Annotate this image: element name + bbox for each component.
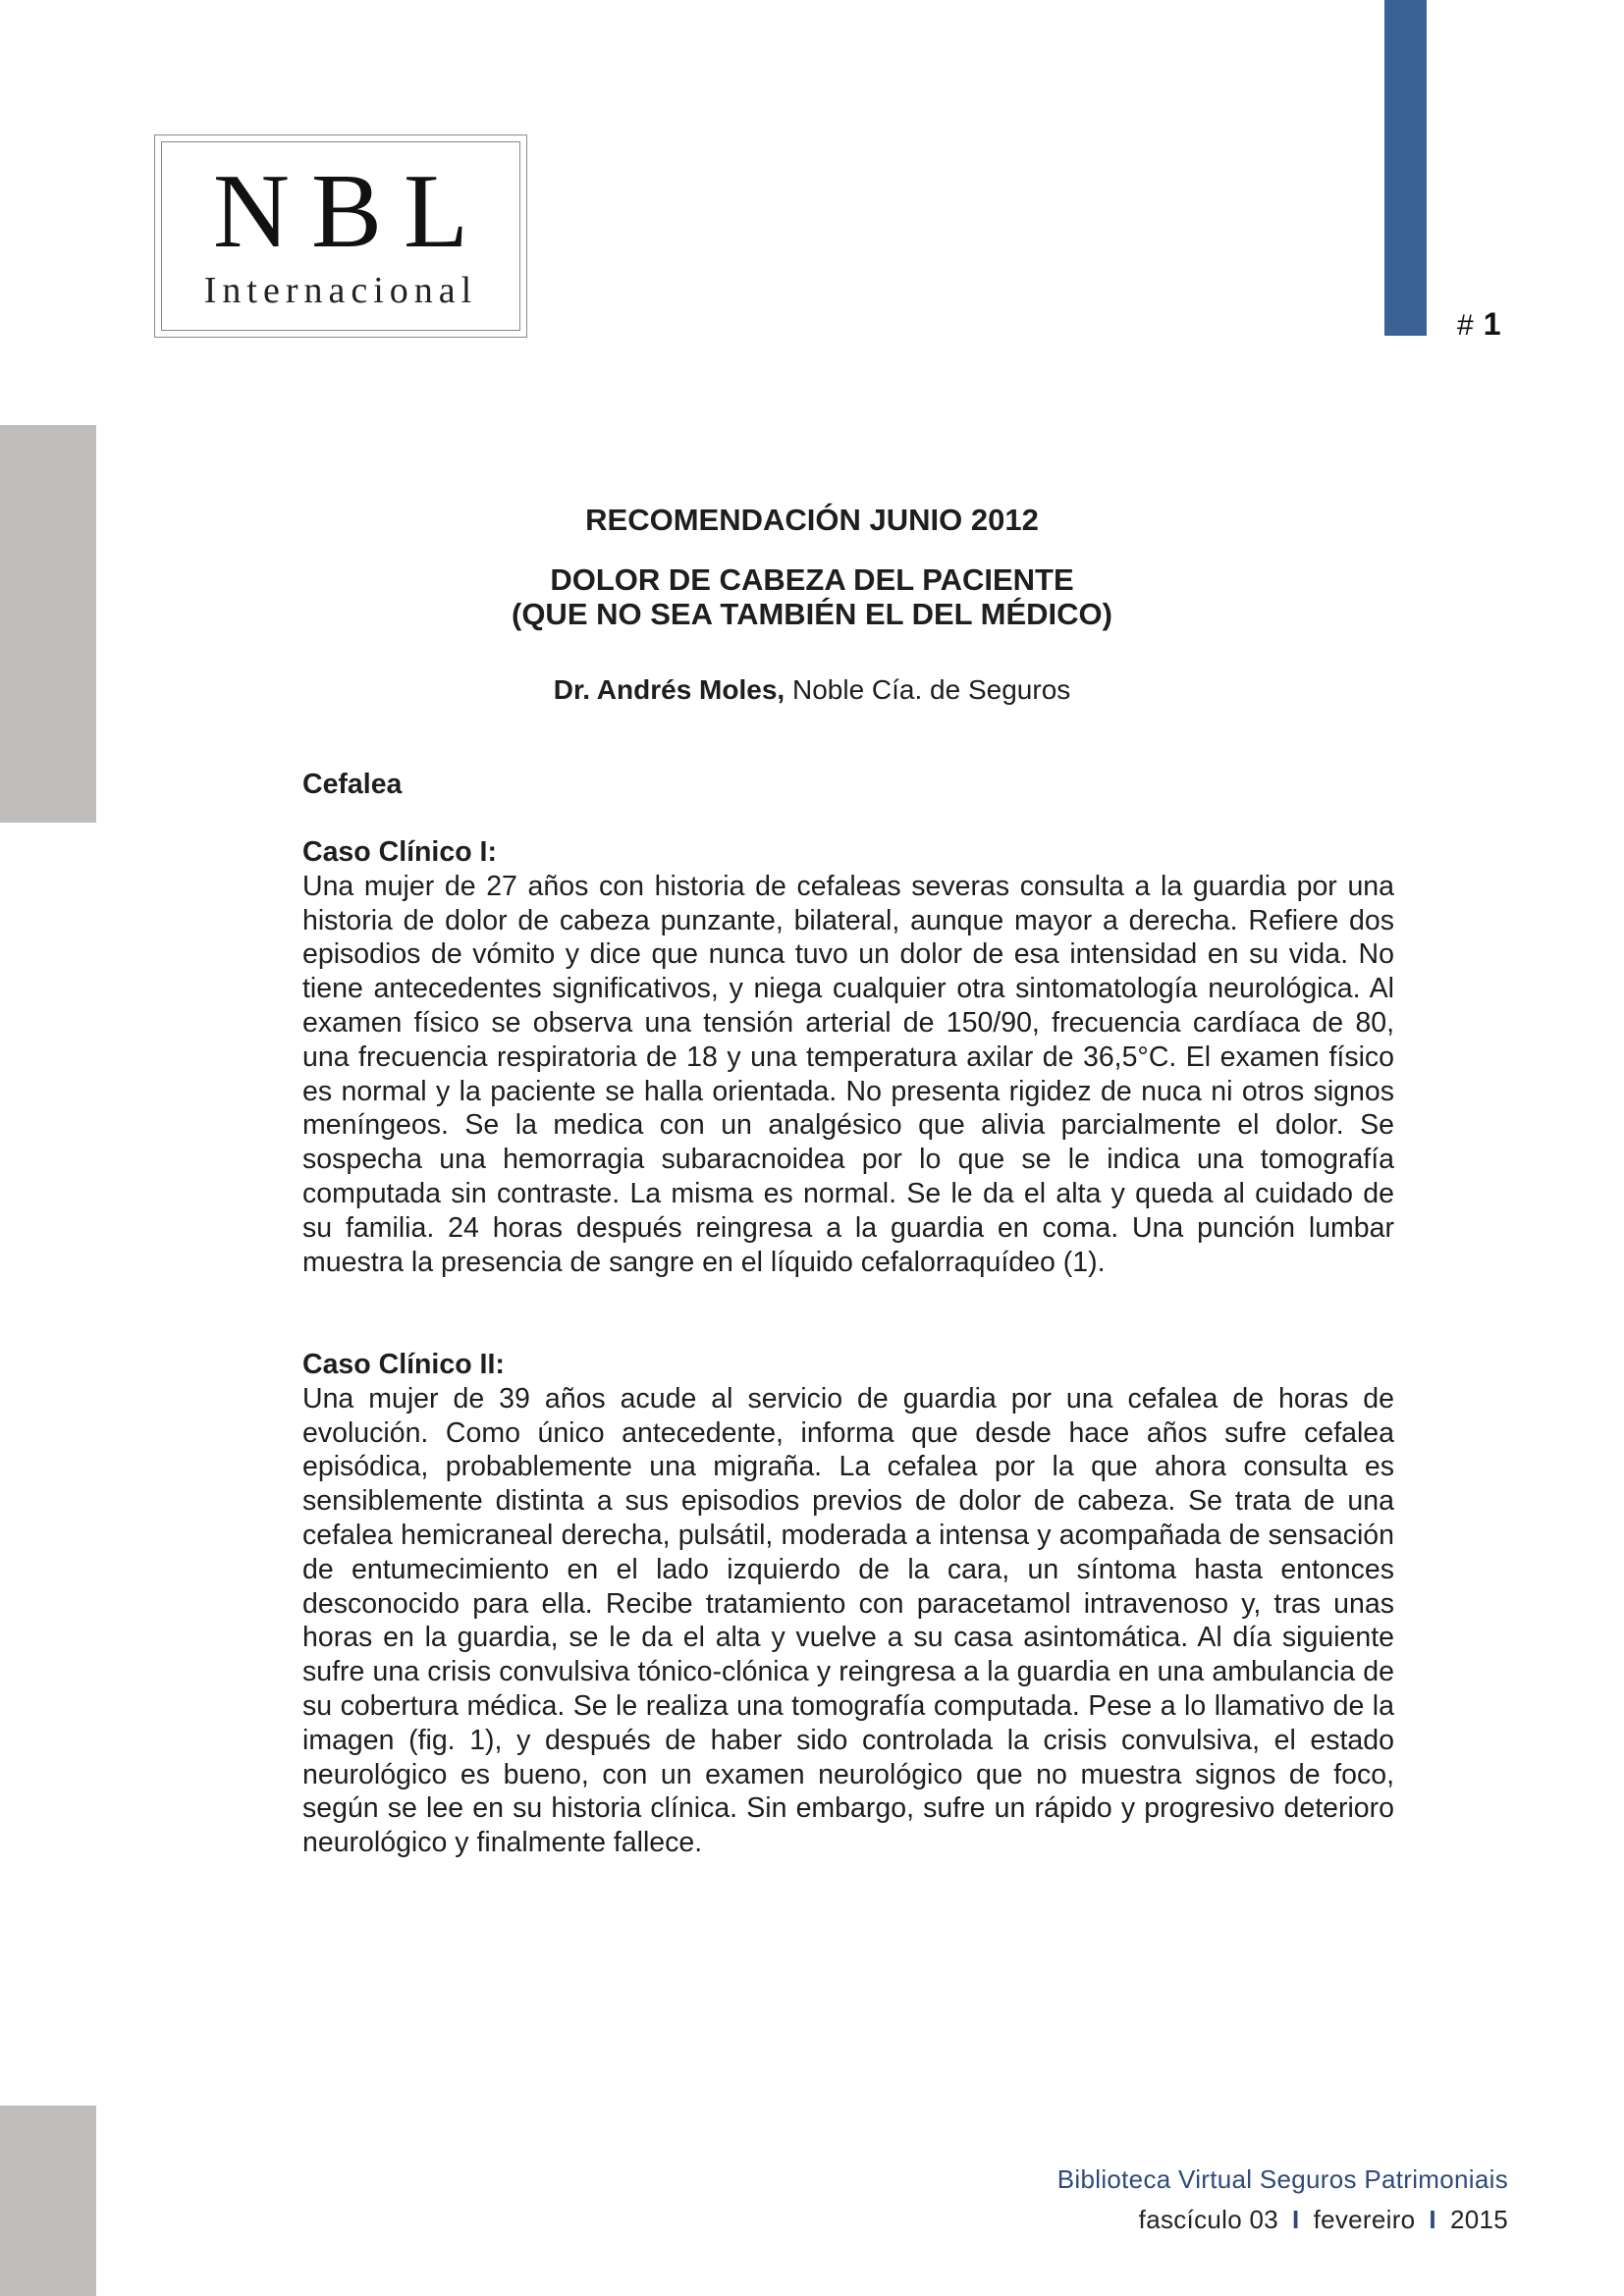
section-heading: Cefalea [302,769,403,800]
author-name: Dr. Andrés Moles, [553,674,785,705]
article-title-line-2: (QUE NO SEA TAMBIÉN EL DEL MÉDICO) [512,597,1112,631]
nbl-logo [154,134,527,338]
article-title-line-1: DOLOR DE CABEZA DEL PACIENTE [550,562,1074,597]
recommendation-title: RECOMENDACIÓN JUNIO 2012 [585,503,1039,537]
case-1-text: Una mujer de 27 años con historia de cefaleas severas consulta a la guardia por una historia de dolor de cabeza punzante, bilateral, aunque mayor a derecha. Refiere dos episodios de vómito y dice que nunca tuvo un dolor de esa intensidad en su vida. No tiene antecedentes significativos, y niega cualquier otra sintomatología neurológica. Al examen físico se observa una tensión arterial de 150/90, frecuencia cardíaca de 80, una frecuencia respiratoria de 18 y una temperatura axilar de 36,5°C. El examen físico es normal y la paciente se halla orientada. No presenta rigidez de nuca ni otros signos meníngeos. Se la medica con un analgésico que alivia parcialmente el dolor. Se sospecha una hemorragia subaracnoidea por lo que se le indica una tomografía computada sin contraste. La misma es normal. Se le da el alta y queda al cuidado de su familia. 24 horas después reingresa a la guardia en coma. Una punción lumbar muestra la presencia de sangre en el líquido cefalorraquídeo (1). [302,870,1394,1278]
footer-separator: I [1429,2205,1436,2234]
page-number-hash: # [1457,309,1474,342]
footer-separator: I [1292,2205,1300,2234]
case-1-heading: Caso Clínico I: [302,836,497,868]
side-decor-bar-bottom [0,2106,96,2296]
case-2-heading: Caso Clínico II: [302,1349,505,1380]
clinical-case-1 [302,835,1394,1279]
case-2-text: Una mujer de 39 años acude al servicio de guardia por una cefalea de horas de evolución. Como único antecedente, informa que desde hace años sufre cefalea episódica, probablemente una migraña. La cefalea por la que ahora consulta es sensiblemente distinta a sus episodios previos de dolor de cabeza. Se trata de una cefalea hemicraneal derecha, pulsátil, moderada a intensa y acompañada de sensación de entumecimiento en el lado izquierdo de la cara, un síntoma hasta entonces desconocido para ella. Recibe tratamiento con paracetamol intravenoso y, tras unas horas en la guardia, se le da el alta y vuelve a su casa asintomática. Al día siguiente sufre una crisis convulsiva tónico-clónica y reingresa a la guardia en una ambulancia de su cobertura médica. Se le realiza una tomografía computada. Pese a lo llamativo de la imagen (fig. 1), y después de haber sido controlada la crisis convulsiva, el estado neurológico es bueno, con un examen neurológico que no muestra signos de foco, según se lee en su historia clínica. Sin embargo, sufre un rápido y progresivo deterioro neurológico y finalmente fallece. [302,1382,1394,1859]
clinical-case-2 [302,1348,1394,1860]
author-line [0,674,1624,706]
page-number-value: 1 [1483,306,1501,342]
footer-year: 2015 [1449,2205,1508,2234]
logo-sub-text: Internacional [203,270,478,311]
footer-month: fevereiro [1313,2205,1416,2234]
accent-bar [1384,0,1427,336]
footer-meta [1139,2205,1508,2235]
footer-publication: Biblioteca Virtual Seguros Patrimoniais [1056,2164,1508,2194]
footer-fascicle: fascículo 03 [1138,2205,1279,2234]
page-number [1457,306,1500,343]
section-heading-block [302,768,1394,802]
logo-main-text: NBL [213,153,490,270]
author-affiliation: Noble Cía. de Seguros [785,674,1071,705]
